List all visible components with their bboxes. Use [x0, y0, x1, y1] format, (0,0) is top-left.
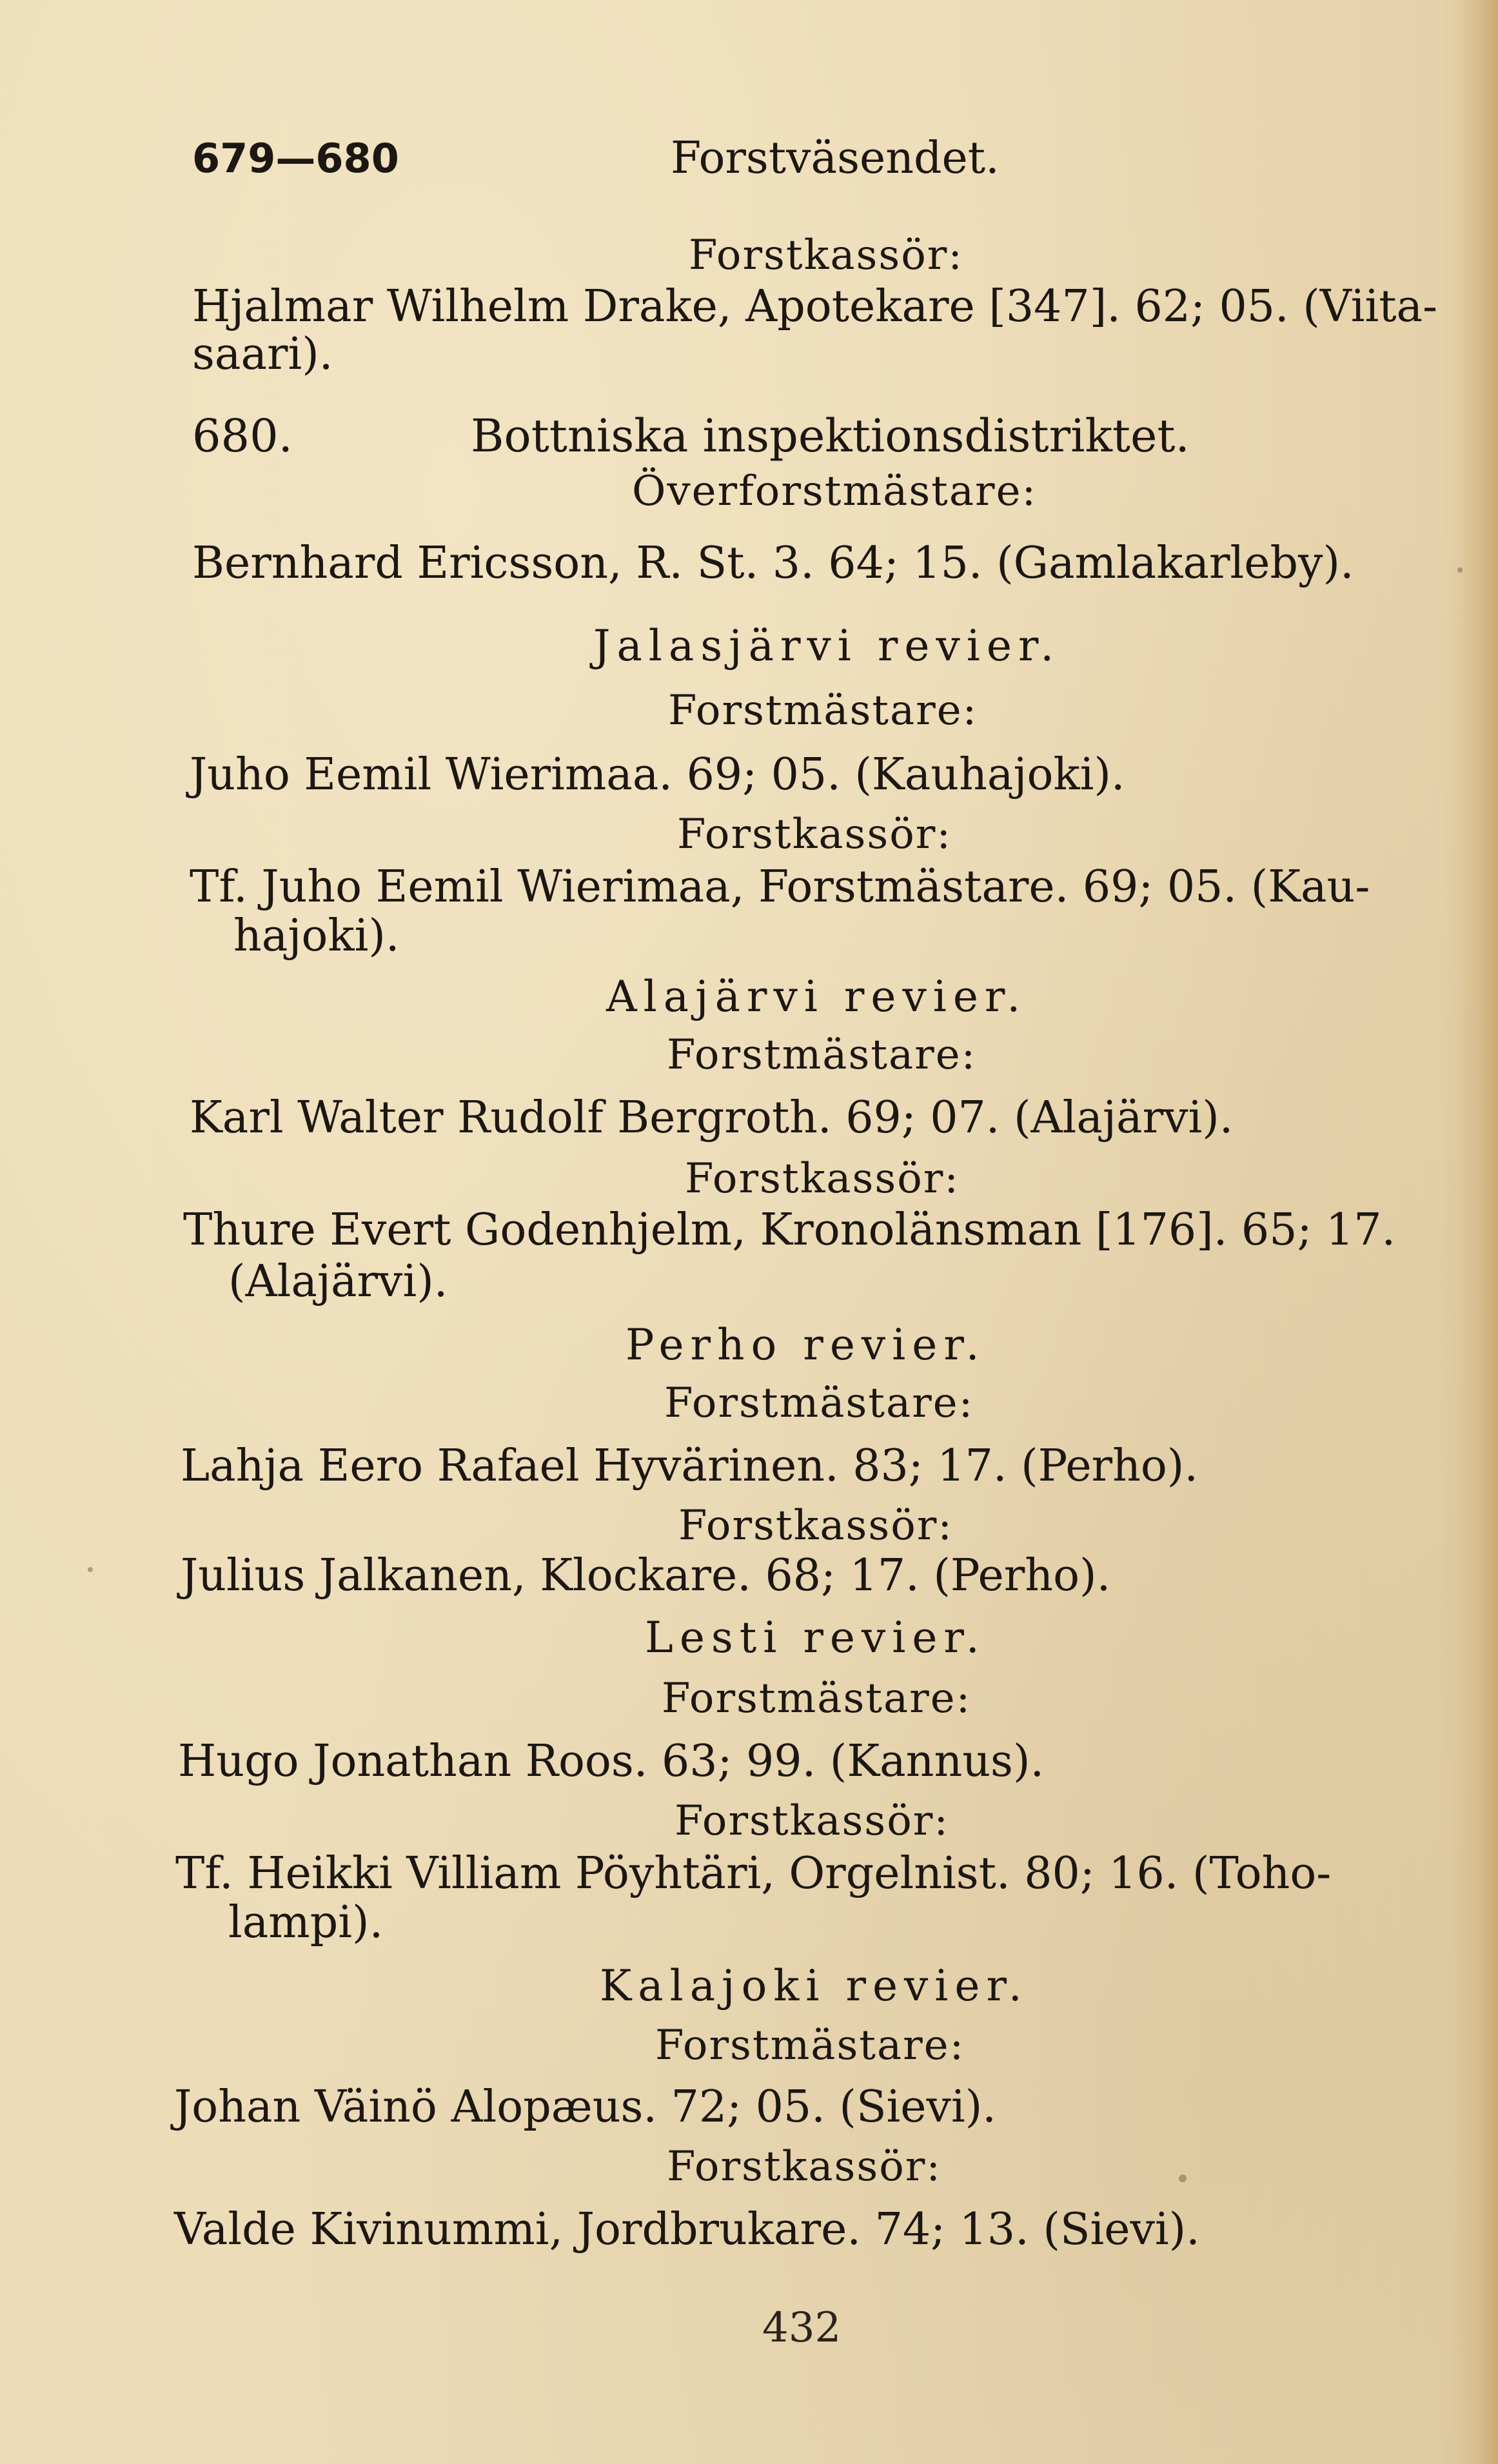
role-heading: Forstmästare:: [655, 2022, 965, 2069]
revier-heading: Lesti revier.: [645, 1613, 986, 1662]
district-heading: Bottniska inspektionsdistriktet.: [471, 409, 1190, 462]
entry-line: Valde Kivinummi, Jordbrukare. 74; 13. (Sievi).: [174, 2204, 1200, 2255]
print-speck: [1457, 567, 1463, 573]
entry-line-continuation: hajoki).: [233, 911, 400, 961]
role-heading: Överforstmästare:: [632, 468, 1038, 515]
revier-heading: Perho revier.: [626, 1320, 986, 1370]
entry-line: Tf. Juho Eemil Wierimaa, Forstmästare. 69; 05. (Kau-: [190, 862, 1370, 912]
entry-line: Tf. Heikki Villiam Pöyhtäri, Orgelnist. 80; 16. (Toho-: [175, 1848, 1332, 1899]
district-number: 680.: [192, 409, 293, 462]
entry-line-continuation: lampi).: [228, 1897, 384, 1948]
role-heading: Forstmästare:: [662, 1675, 972, 1722]
role-heading: Forstkassör:: [685, 1155, 960, 1203]
role-heading: Forstkassör:: [689, 232, 963, 279]
entry-line: Hugo Jonathan Roos. 63; 99. (Kannus).: [178, 1736, 1045, 1787]
revier-heading: Alajärvi revier.: [606, 972, 1027, 1021]
role-heading: Forstmästare:: [664, 1379, 974, 1427]
entry-line: Bernhard Ericsson, R. St. 3. 64; 15. (Gamlakarleby).: [192, 538, 1354, 589]
page-edge-shadow: [1459, 0, 1498, 2464]
revier-heading: Jalasjärvi revier.: [593, 621, 1061, 671]
print-speck: [1179, 2174, 1187, 2182]
entry-line: Karl Walter Rudolf Bergroth. 69; 07. (Alajärvi).: [190, 1092, 1234, 1143]
entry-line: Hjalmar Wilhelm Drake, Apotekare [347]. 62; 05. (Viita-: [192, 281, 1438, 332]
print-speck: [88, 1567, 93, 1572]
entry-line: Juho Eemil Wierimaa. 69; 05. (Kauhajoki).: [190, 749, 1125, 800]
entry-line: Johan Väinö Alopæus. 72; 05. (Sievi).: [174, 2082, 996, 2133]
role-heading: Forstmästare:: [668, 687, 978, 734]
entry-line: Lahja Eero Rafael Hyvärinen. 83; 17. (Perho).: [181, 1441, 1198, 1492]
entry-line-continuation: (Alajärvi).: [228, 1256, 448, 1307]
role-heading: Forstkassör:: [667, 2143, 941, 2191]
running-title: Forstväsendet.: [671, 133, 1000, 184]
role-heading: Forstkassör:: [678, 1502, 953, 1550]
entry-line-continuation: saari).: [192, 329, 333, 380]
entry-line: Thure Evert Godenhjelm, Kronolänsman [176]. 65; 17.: [183, 1205, 1396, 1256]
entry-line: Julius Jalkanen, Klockare. 68; 17. (Perho).: [181, 1550, 1111, 1601]
page-range-header: 679—680: [192, 135, 399, 182]
revier-heading: Kalajoki revier.: [600, 1961, 1029, 2011]
role-heading: Forstkassör:: [675, 1797, 949, 1845]
role-heading: Forstkassör:: [677, 811, 952, 858]
page-number: 432: [762, 2304, 842, 2352]
role-heading: Forstmästare:: [667, 1031, 977, 1079]
